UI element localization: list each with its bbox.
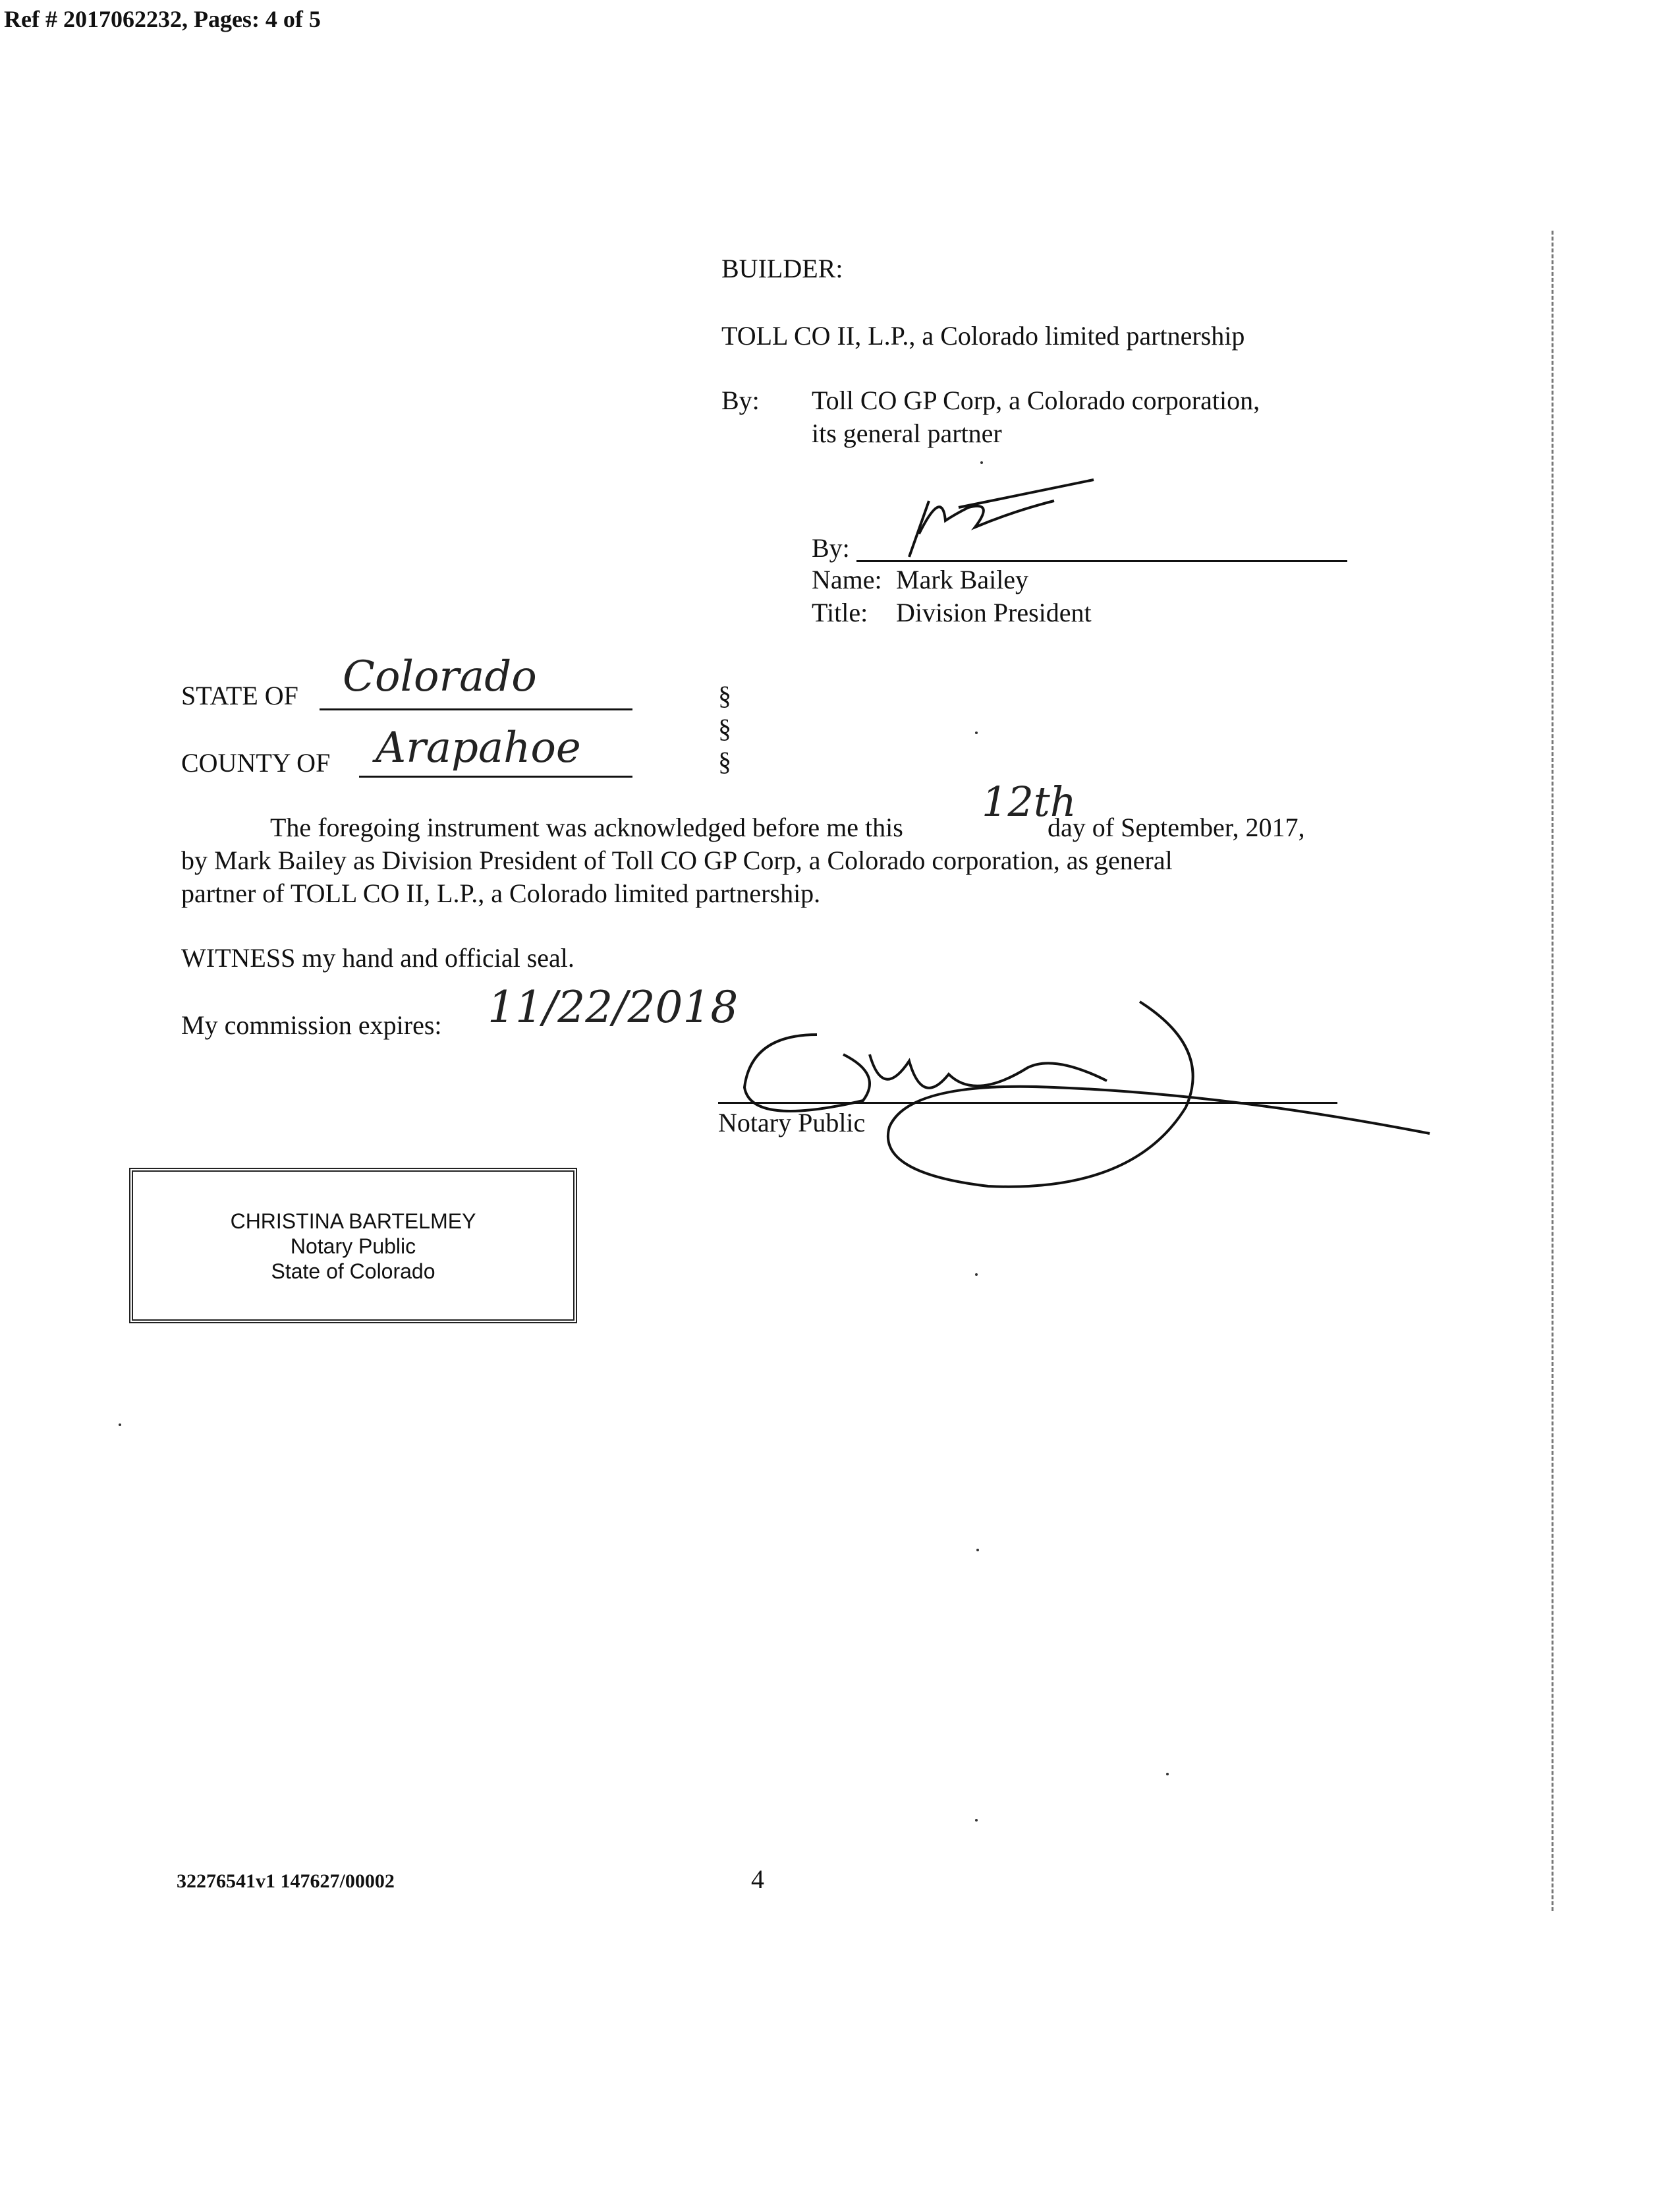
footer-doc-id: 32276541v1 147627/00002 [177, 1870, 395, 1892]
scan-speck [119, 1423, 121, 1426]
ack-line1-before: The foregoing instrument was acknowledged before me this [270, 813, 903, 842]
title-value: Division President [896, 598, 1092, 627]
county-label: COUNTY OF [181, 748, 331, 778]
document-reference: Ref # 2017062232, Pages: 4 of 5 [4, 6, 321, 32]
section-mark: § [718, 747, 731, 776]
by-entity-line2: its general partner [812, 418, 1002, 448]
commission-date-handwritten: 11/22/2018 [488, 982, 739, 1033]
by-entity-line1: Toll CO GP Corp, a Colorado corporation, [812, 386, 1260, 415]
scan-speck [975, 1273, 978, 1276]
signer-by-label: By: [812, 533, 850, 563]
ack-line2: by Mark Bailey as Division President of Toll CO GP Corp, a Colorado corporation, as general [181, 846, 1173, 875]
ack-line3: partner of TOLL CO II, L.P., a Colorado limited partnership. [181, 878, 821, 908]
state-handwritten: Colorado [343, 652, 537, 701]
scan-speck [975, 1819, 978, 1822]
notary-public-label: Notary Public [718, 1108, 866, 1137]
title-label: Title: [812, 598, 868, 627]
footer-page-number: 4 [751, 1864, 764, 1894]
stamp-name: CHRISTINA BARTELMEY [230, 1209, 476, 1233]
name-value: Mark Bailey [896, 565, 1029, 594]
margin-rule [1552, 231, 1554, 1911]
notary-stamp [129, 1168, 577, 1323]
ack-day-handwritten: 12th [982, 778, 1077, 826]
section-mark: § [718, 714, 731, 743]
witness-text: WITNESS my hand and official seal. [181, 943, 574, 973]
commission-label: My commission expires: [181, 1010, 442, 1040]
state-label: STATE OF [181, 681, 298, 710]
stamp-state: State of Colorado [271, 1259, 435, 1283]
stamp-title: Notary Public [290, 1234, 416, 1258]
scan-speck [975, 732, 978, 734]
builder-entity: TOLL CO II, L.P., a Colorado limited partnership [721, 321, 1245, 351]
ack-line1-after: day of September, 2017, [1048, 813, 1305, 842]
scan-speck [980, 461, 983, 464]
county-line [359, 776, 632, 778]
builder-signature-icon [896, 474, 1113, 567]
name-label: Name: [812, 565, 882, 594]
builder-heading: BUILDER: [721, 254, 843, 283]
by-label: By: [721, 386, 760, 415]
county-handwritten: Arapahoe [376, 724, 581, 772]
state-line [320, 708, 632, 710]
scan-speck [1166, 1773, 1169, 1775]
notary-signature-icon [712, 975, 1436, 1213]
notary-signature-line [718, 1102, 1337, 1104]
section-mark: § [718, 681, 731, 710]
scan-speck [976, 1549, 979, 1551]
